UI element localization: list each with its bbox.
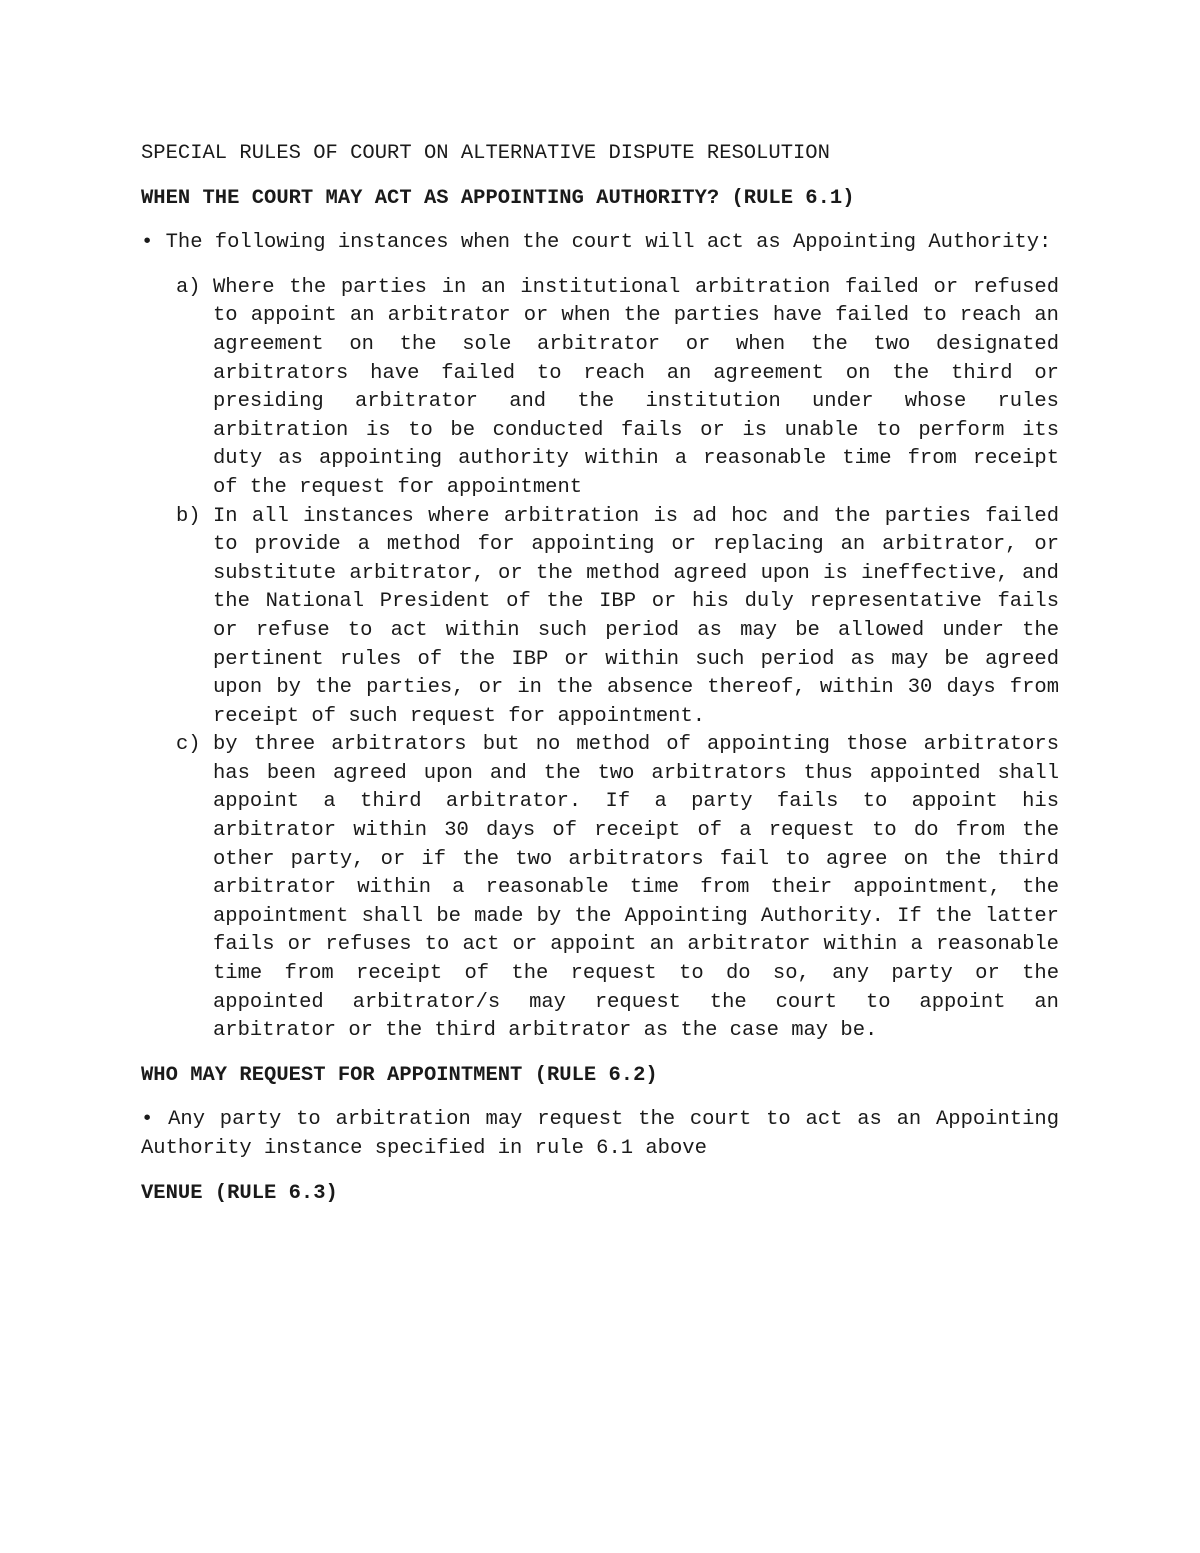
list-item-text: Where the parties in an institutional arbitration failed or refused to appoint an arbitrator or when the parties have failed to reach an agreement on the sole arbitrator or when the two designated arbitrators have failed to reach an agreement on the third or presiding arbitrator and the institution under whose rules arbitration is to be conducted fails or is unable to perform its duty as appointing authority within a reasonable time from receipt of the request for appointment (213, 275, 1059, 499)
section-intro: • Any party to arbitration may request the court to act as an Appointing Authority instance specified in rule 6.1 above (141, 1108, 1059, 1160)
section-rule-6-3 (141, 1180, 1059, 1209)
list-marker: c) (176, 733, 201, 757)
section-heading: WHEN THE COURT MAY ACT AS APPOINTING AUTHORITY? (RULE 6.1) (141, 186, 855, 210)
section-rule-6-1 (141, 185, 1059, 1046)
list-item-text: by three arbitrators but no method of appointing those arbitrators has been agreed upon and the two arbitrators thus appointed shall appoint a third arbitrator. If a party fails to appoint his arbitrator within 30 days of receipt of a request to do from the other party, or if the two arbitrators fail to agree on the third arbitrator within a reasonable time from their appointment, the appointment shall be made by the Appointing Authority. If the latter fails or refuses to act or appoint an arbitrator within a reasonable time from receipt of the request to do so, any party or the appointed arbitrator/s may request the court to appoint an arbitrator or the third arbitrator as the case may be. (213, 733, 1059, 1043)
list-item (141, 731, 1059, 1046)
section-rule-6-2 (141, 1062, 1059, 1164)
section-intro: • The following instances when the court will act as Appointing Authority: (141, 231, 1052, 255)
document-page (141, 140, 1059, 1224)
list-marker: a) (176, 275, 201, 299)
list-marker: b) (176, 504, 201, 528)
list-item-text: In all instances where arbitration is ad hoc and the parties failed to provide a method for appointing or replacing an arbitrator, or substitute arbitrator, or the method agreed upon is ineffective, and the National President of the IBP or his duly representative fails or refuse to act within such period as may be allowed under the pertinent rules of the IBP or within such period as may be agreed upon by the parties, or in the absence thereof, within 30 days from receipt of such request for appointment. (213, 504, 1059, 728)
section-heading: WHO MAY REQUEST FOR APPOINTMENT (RULE 6.2) (141, 1063, 658, 1087)
list-item (141, 274, 1059, 503)
section-heading: VENUE (RULE 6.3) (141, 1181, 338, 1205)
document-title: SPECIAL RULES OF COURT ON ALTERNATIVE DISPUTE RESOLUTION (141, 142, 830, 165)
instances-list (141, 274, 1059, 1046)
list-item (141, 503, 1059, 732)
